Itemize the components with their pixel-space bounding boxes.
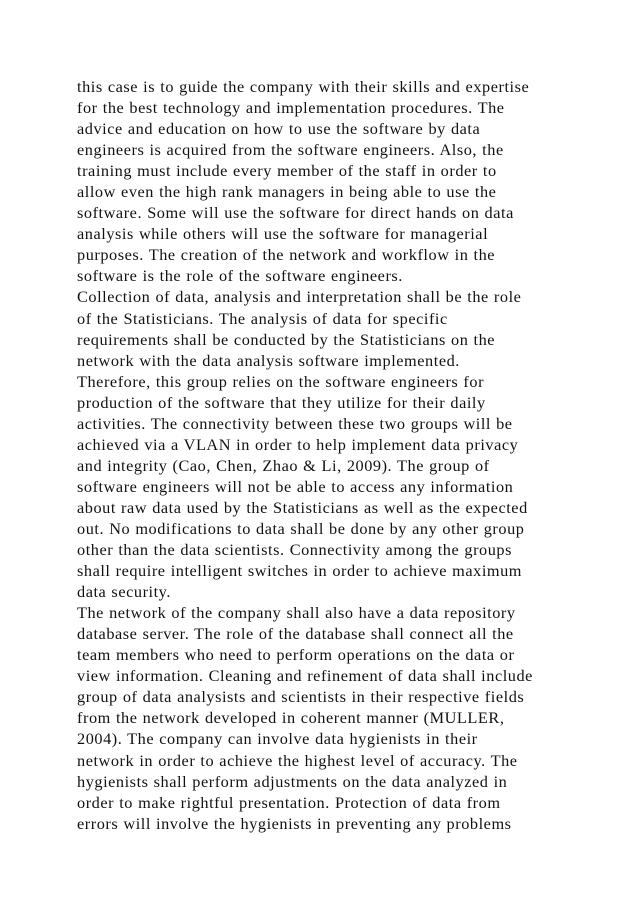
text-line: Therefore, this group relies on the software engineers for bbox=[77, 371, 485, 391]
text-line: activities. The connectivity between these two groups will be bbox=[77, 413, 513, 433]
text-line: of the Statisticians. The analysis of data for specific bbox=[77, 308, 448, 328]
text-line: The network of the company shall also have a data repository bbox=[77, 603, 516, 623]
text-line: shall require intelligent switches in order to achieve maximum bbox=[77, 561, 523, 581]
text-line: requirements shall be conducted by the Statisticians on the bbox=[77, 329, 496, 349]
text-line: analysis while others will use the software for managerial bbox=[77, 224, 489, 244]
text-line: for the best technology and implementation procedures. The bbox=[77, 98, 505, 118]
text-line: purposes. The creation of the network and workflow in the bbox=[77, 245, 496, 265]
text-line: this case is to guide the company with their skills and expertise bbox=[77, 77, 530, 96]
text-line: network with the data analysis software implemented. bbox=[77, 350, 460, 370]
text-line: hygienists shall perform adjustments on the data analyzed in bbox=[77, 771, 508, 791]
text-line: out. No modifications to data shall be done by any other group bbox=[77, 518, 525, 538]
text-line: training must include every member of the staff in order to bbox=[77, 161, 497, 181]
text-line: engineers is acquired from the software engineers. Also, the bbox=[77, 140, 504, 160]
text-line: software. Some will use the software for direct hands on data bbox=[77, 203, 514, 223]
text-line: Collection of data, analysis and interpretation shall be the role bbox=[77, 287, 522, 307]
text-line: order to make rightful presentation. Protection of data from bbox=[77, 792, 501, 812]
text-line: other than the data scientists. Connectivity among the groups bbox=[77, 540, 513, 560]
text-line: from the network developed in coherent manner (MULLER, bbox=[77, 708, 505, 728]
text-line: software engineers will not be able to access any information bbox=[77, 476, 514, 496]
text-line: allow even the high rank managers in being able to use the bbox=[77, 182, 497, 202]
text-line: about raw data used by the Statisticians as well as the expected bbox=[77, 497, 528, 517]
text-line: view information. Cleaning and refinement of data shall include bbox=[77, 666, 533, 686]
body-text bbox=[77, 76, 577, 834]
text-line: advice and education on how to use the software by data bbox=[77, 119, 481, 139]
text-line: network in order to achieve the highest level of accuracy. The bbox=[77, 750, 518, 770]
text-line: group of data analysists and scientists in their respective fields bbox=[77, 687, 525, 707]
text-line: achieved via a VLAN in order to help implement data privacy bbox=[77, 434, 519, 454]
text-line: data security. bbox=[77, 582, 171, 602]
text-line: and integrity (Cao, Chen, Zhao & Li, 2009). The group of bbox=[77, 455, 490, 475]
text-line: 2004). The company can involve data hygienists in their bbox=[77, 729, 478, 749]
text-line: team members who need to perform operations on the data or bbox=[77, 645, 515, 665]
text-line: database server. The role of the database shall connect all the bbox=[77, 624, 514, 644]
text-line: production of the software that they utilize for their daily bbox=[77, 392, 486, 412]
text-line: errors will involve the hygienists in preventing any problems bbox=[77, 813, 512, 833]
text-line: software is the role of the software engineers. bbox=[77, 266, 403, 286]
